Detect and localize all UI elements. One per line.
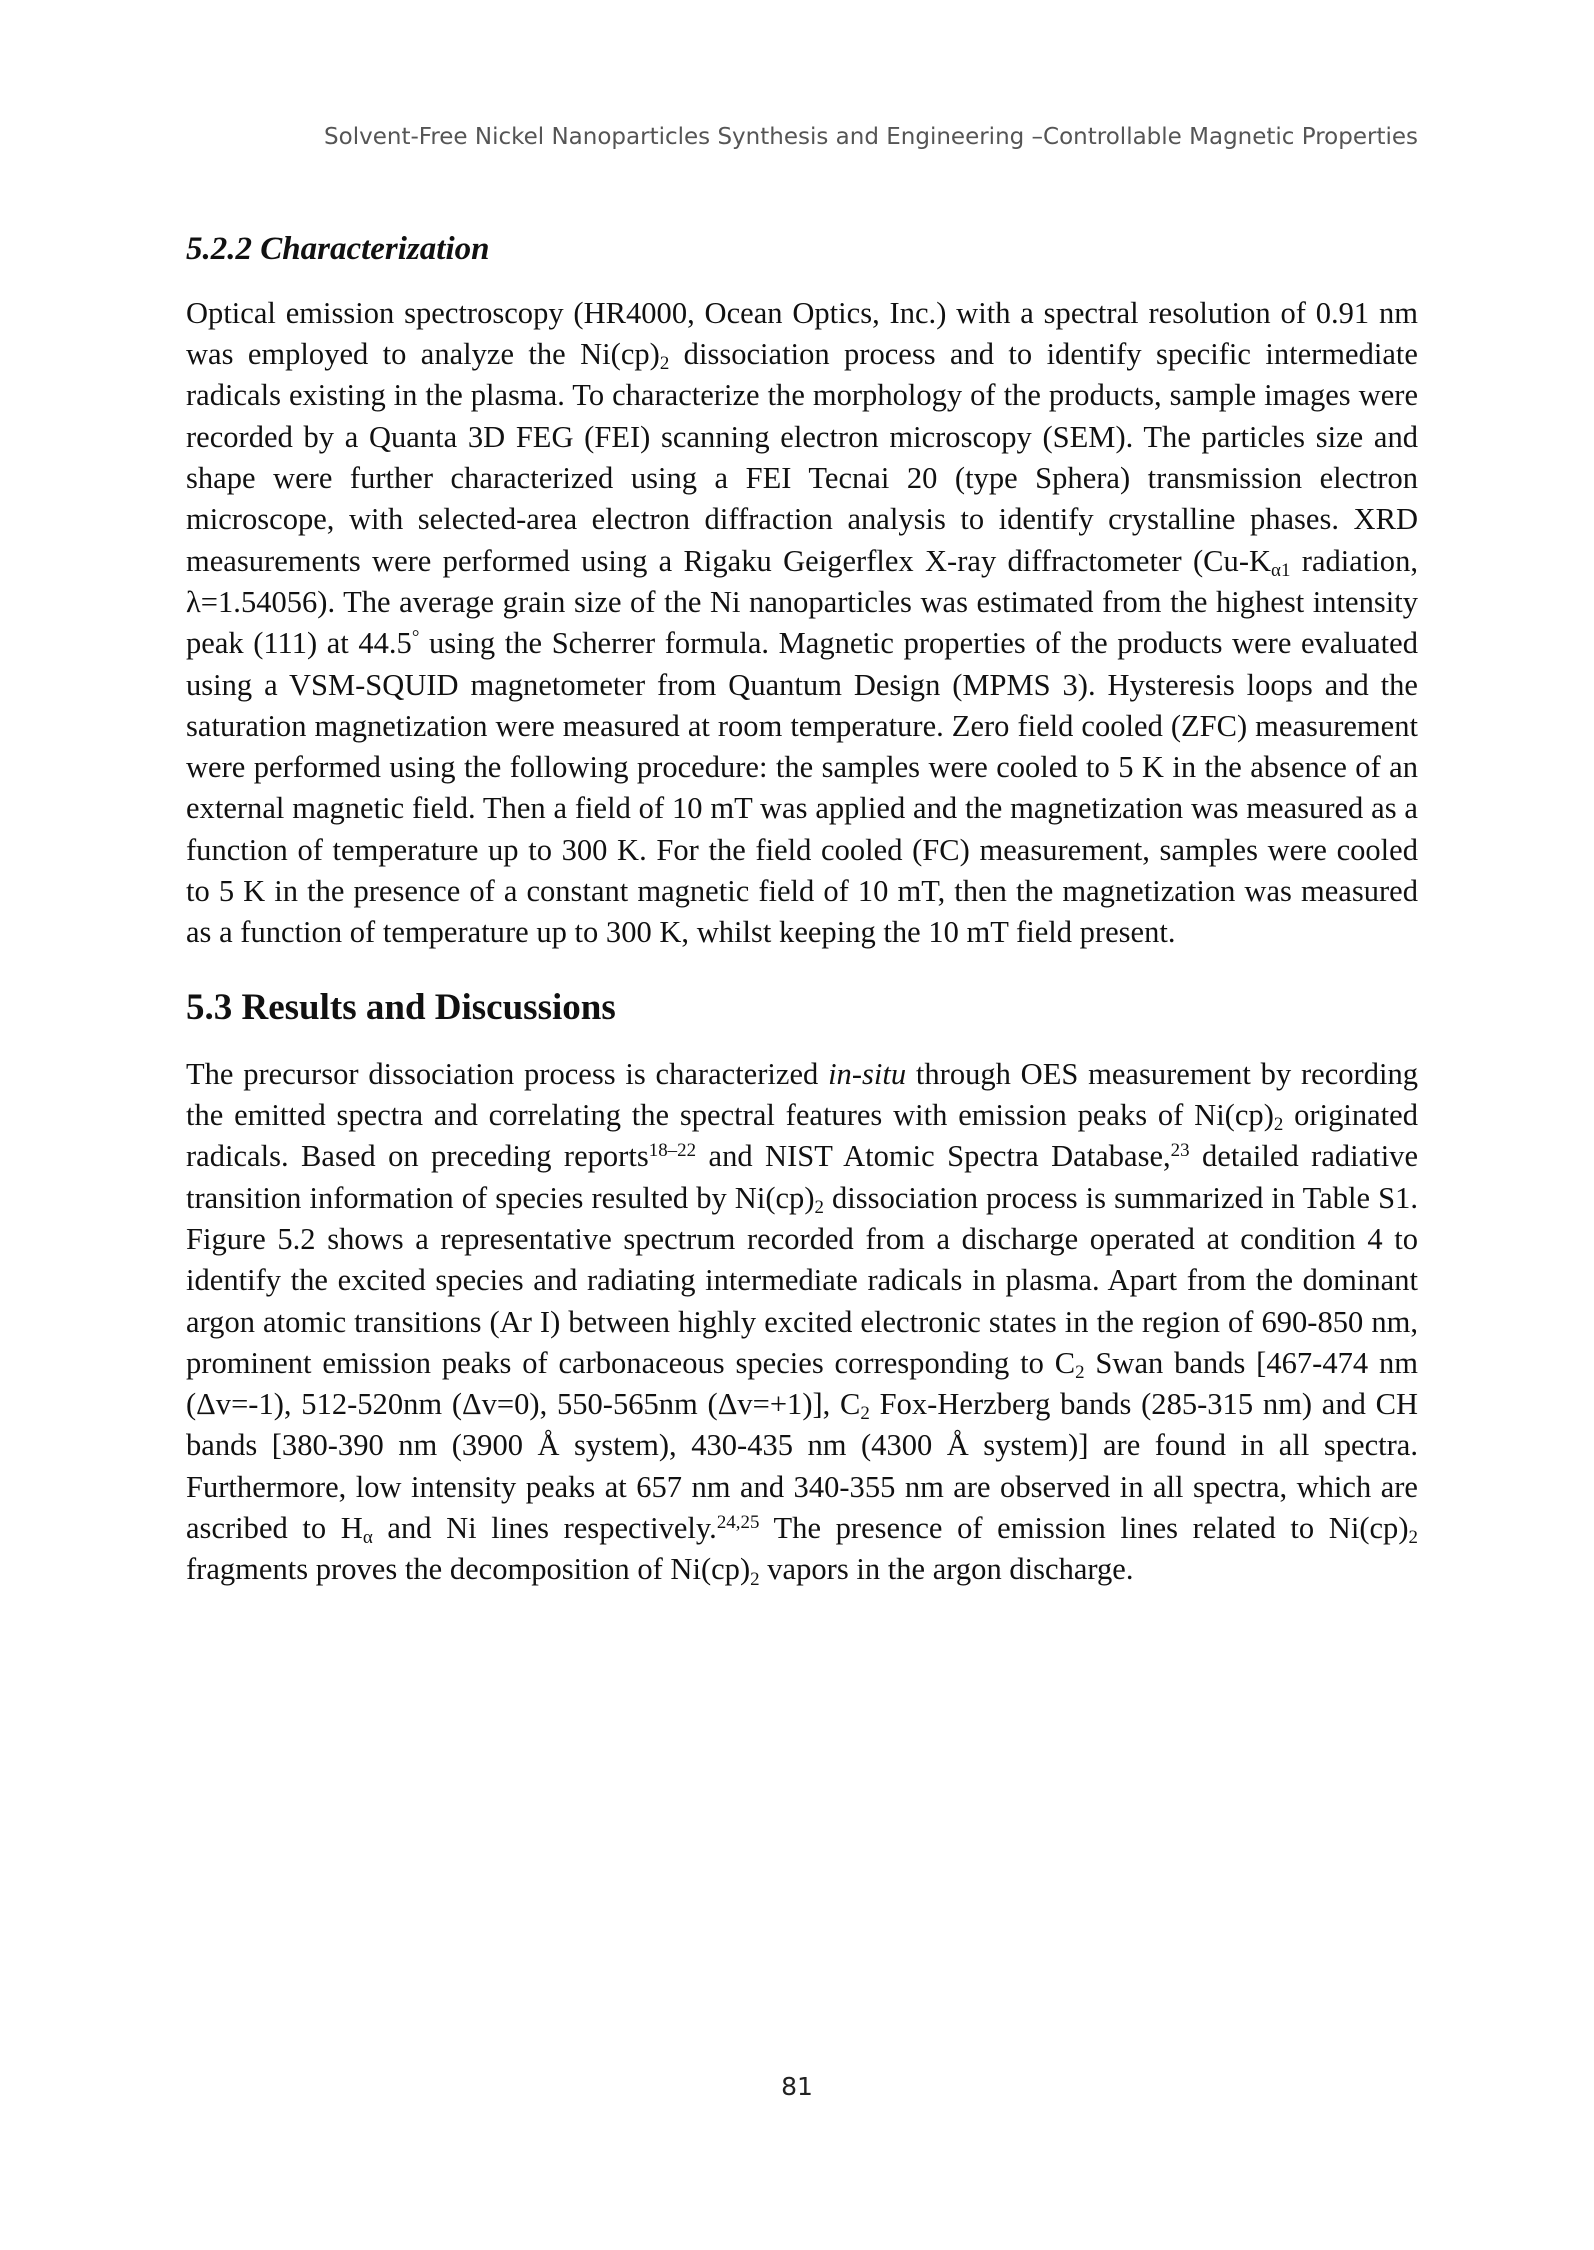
text-run: radiation, λ=1.54056). The average grain size of the Ni nanoparticles was estimated from the highest intensity peak (111) at 44.5: [186, 543, 1418, 661]
results-paragraph: [186, 1054, 1418, 1591]
characterization-paragraph: [186, 293, 1418, 954]
text-run: detailed radiative transition information of species resulted by Ni(cp): [186, 1139, 1419, 1215]
subsection-heading-characterization: 5.2.2 Characterization: [186, 231, 490, 267]
section-heading-results: 5.3 Results and Discussions: [186, 986, 616, 1028]
text-run: and Ni lines respectively.: [372, 1511, 717, 1545]
text-run: and NIST Atomic Spectra Database,: [696, 1139, 1171, 1174]
italic-text: in-situ: [828, 1056, 907, 1091]
subscript: α1: [1271, 559, 1291, 581]
text-run: through OES measurement by recording the emitted spectra and correlating the spectral features with emission peaks of Ni(cp): [186, 1056, 1419, 1133]
text-run: The presence of emission lines related to Ni(cp): [759, 1511, 1409, 1545]
subscript: 2: [1273, 1114, 1284, 1136]
subscript: 2: [750, 1568, 760, 1590]
text-run: Fox-Herzberg bands (285-315 nm) and CH bands [380-390 nm (3900 Å system), 430-435 nm (4300 Å system)] are found in all spectra. Furthermore, low intensity peaks at 657 nm and 340-355 nm are observed in all spectra, which are ascribed to H: [186, 1387, 1419, 1545]
page-body: [186, 228, 1418, 1591]
citation-superscript: 18–22: [648, 1139, 697, 1161]
running-header: Solvent-Free Nickel Nanoparticles Synthesis and Engineering –Controllable Magnetic Properties: [324, 124, 1418, 150]
degree-superscript: °: [411, 626, 420, 648]
subscript: 2: [814, 1196, 824, 1218]
subscript: 2: [1408, 1527, 1418, 1549]
text-run: The precursor dissociation process is characterized: [186, 1056, 829, 1091]
citation-superscript: 24,25: [716, 1511, 760, 1533]
text-run: originated radicals. Based on preceding reports: [186, 1098, 1418, 1174]
text-run: fragments proves the decomposition of Ni(cp): [186, 1552, 751, 1587]
subscript: 2: [659, 353, 670, 375]
text-run: dissociation process and to identify specific intermediate radicals existing in the plasma. To characterize the morphology of the products, sample images were recorded by a Quanta 3D FEG (FEI) scanning electron microscopy (SEM). The particles size and shape were further characterized using a FEI Tecnai 20 (type Sphera) transmission electron microscope, with selected-area electron diffraction analysis to identify crystalline phases. XRD measurements were performed using a Rigaku Geigerflex X-ray diffractometer (Cu-K: [186, 337, 1418, 578]
subscript: 2: [1075, 1362, 1085, 1384]
text-run: vapors in the argon discharge.: [759, 1552, 1134, 1587]
citation-superscript: 23: [1170, 1139, 1190, 1161]
text-run: dissociation process is summarized in Table S1. Figure 5.2 shows a representative spectrum recorded from a discharge operated at condition 4 to identify the excited species and radiating intermediate radicals in plasma. Apart from the dominant argon atomic transitions (Ar I) between highly excited electronic states in the region of 690-850 nm, prominent emission peaks of carbonaceous species corresponding to C: [186, 1180, 1418, 1380]
subscript: 2: [860, 1403, 870, 1425]
subscript: α: [362, 1527, 373, 1549]
text-run: Swan bands [467-474 nm (Δv=-1), 512-520nm (Δv=0), 550-565nm (Δv=+1)], C: [186, 1345, 1419, 1422]
text-run: Optical emission spectroscopy (HR4000, Ocean Optics, Inc.) with a spectral resolution of 0.91 nm was employed to analyze the Ni(cp): [186, 295, 1418, 372]
text-run: using the Scherrer formula. Magnetic properties of the products were evaluated using a VSM-SQUID magnetometer from Quantum Design (MPMS 3). Hysteresis loops and the saturation magnetization were measured at room temperature. Zero field cooled (ZFC) measurement were performed using the following procedure: the samples were cooled to 5 K in the absence of an external magnetic field. Then a field of 10 mT was applied and the magnetization was measured as a function of temperature up to 300 K. For the field cooled (FC) measurement, samples were cooled to 5 K in the presence of a constant magnetic field of 10 mT, then the magnetization was measured as a function of temperature up to 300 K, whilst keeping the 10 mT field present.: [186, 626, 1418, 950]
page-number: 81: [781, 2072, 813, 2101]
